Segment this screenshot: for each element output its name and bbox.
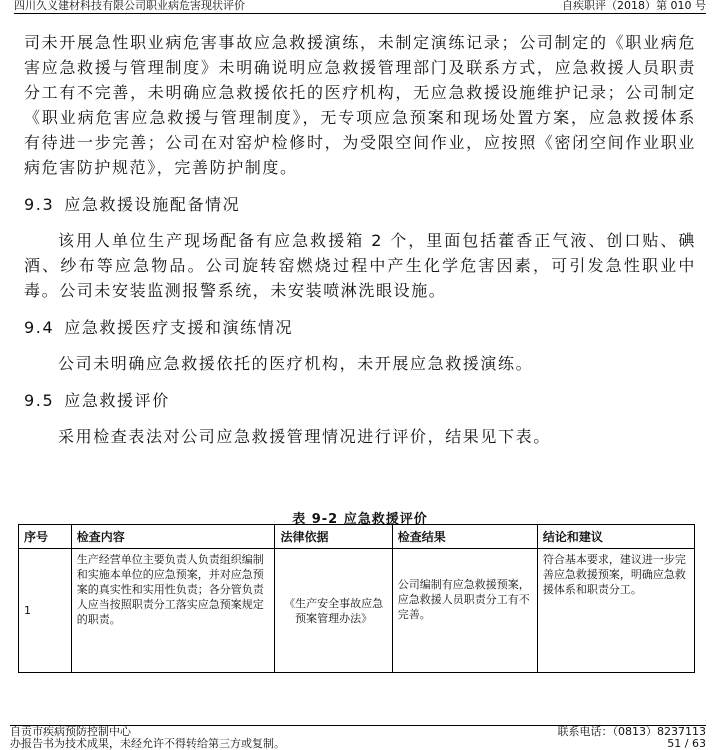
section-heading-9-4 (24, 315, 696, 341)
page-header (14, 0, 706, 14)
column-header-law: 法律依据 (275, 525, 392, 549)
column-header-conclusion: 结论和建议 (537, 525, 694, 549)
footer-notice: 办报告书为技术成果，未经允许不得转给第三方或复制。 (10, 737, 285, 750)
intro-paragraph: 司未开展急性职业病危害事故应急救援演练，未制定演练记录；公司制定的《职业病危害应急救援与管理制度》未明确说明应急救援管理部门及联系方式，应急救援人员职责分工有不完善，未明确应急救援依托的医疗机构，无应急救援设施维护记录；公司制定《职业病危害应急救援与管理制度》，无专项应急预案和现场处置方案，应急救援体系有待进一步完善；公司在对窑炉检修时，为受限空间作业，应按照《密闭空间作业职业病危害防护规范》，完善防护制度。 (24, 33, 696, 177)
page-footer (10, 725, 706, 750)
section-number: 9.5 (24, 391, 55, 410)
footer-org: 自贡市疾病预防控制中心 (10, 725, 131, 738)
section-title: 应急救援设施配备情况 (64, 195, 241, 214)
section-text-9-4: 公司未明确应急救援依托的医疗机构，未开展应急救援演练。 (58, 354, 534, 373)
cell-content: 生产经营单位主要负责人负责组织编制和实施本单位的应急预案，并对应急预案的真实性和实用性负责；各分管负责人应当按照职责分工落实应急预案规定的职责。 (71, 549, 275, 673)
section-title: 应急救援医疗支援和演练情况 (64, 318, 294, 337)
cell-law: 《生产安全事故应急预案管理办法》 (275, 549, 392, 673)
section-number: 9.4 (24, 318, 55, 337)
section-number: 9.3 (24, 195, 55, 214)
section-text-9-3: 该用人单位生产现场配备有应急救援箱 2 个，里面包括藿香正气液、创口贴、碘酒、纱布等应急物品。公司旋转窑燃烧过程中产生化学危害因素，可引发急性职业中毒。公司未安装监测报警系统，未安装喷淋洗眼设施。 (24, 231, 696, 300)
section-heading-9-3 (24, 192, 696, 218)
header-company: 四川久义建材科技有限公司职业病危害现状评价 (14, 0, 245, 12)
column-header-content: 检查内容 (71, 525, 275, 549)
header-report-number: 自疾职评（2018）第 010 号 (562, 0, 706, 12)
section-heading-9-5 (24, 388, 696, 414)
table-caption: 表 9-2 应急救援评价 (292, 512, 428, 527)
cell-seq: 1 (19, 549, 72, 673)
page-body (24, 30, 696, 449)
evaluation-table (18, 524, 695, 673)
cell-conclusion: 符合基本要求，建议进一步完善应急救援预案，明确应急救援体系和职责分工。 (537, 549, 694, 673)
column-header-seq: 序号 (19, 525, 72, 549)
cell-result: 公司编制有应急救援预案，应急救援人员职责分工有不完善。 (392, 549, 537, 673)
column-header-result: 检查结果 (392, 525, 537, 549)
section-text-9-5: 采用检查表法对公司应急救援管理情况进行评价，结果见下表。 (58, 427, 551, 446)
footer-phone: 联系电话：（0813）8237113 (557, 725, 706, 738)
table-row (19, 549, 695, 673)
section-title: 应急救援评价 (64, 391, 170, 410)
table-header-row (19, 525, 695, 549)
footer-page-number: 51 / 63 (667, 737, 706, 750)
